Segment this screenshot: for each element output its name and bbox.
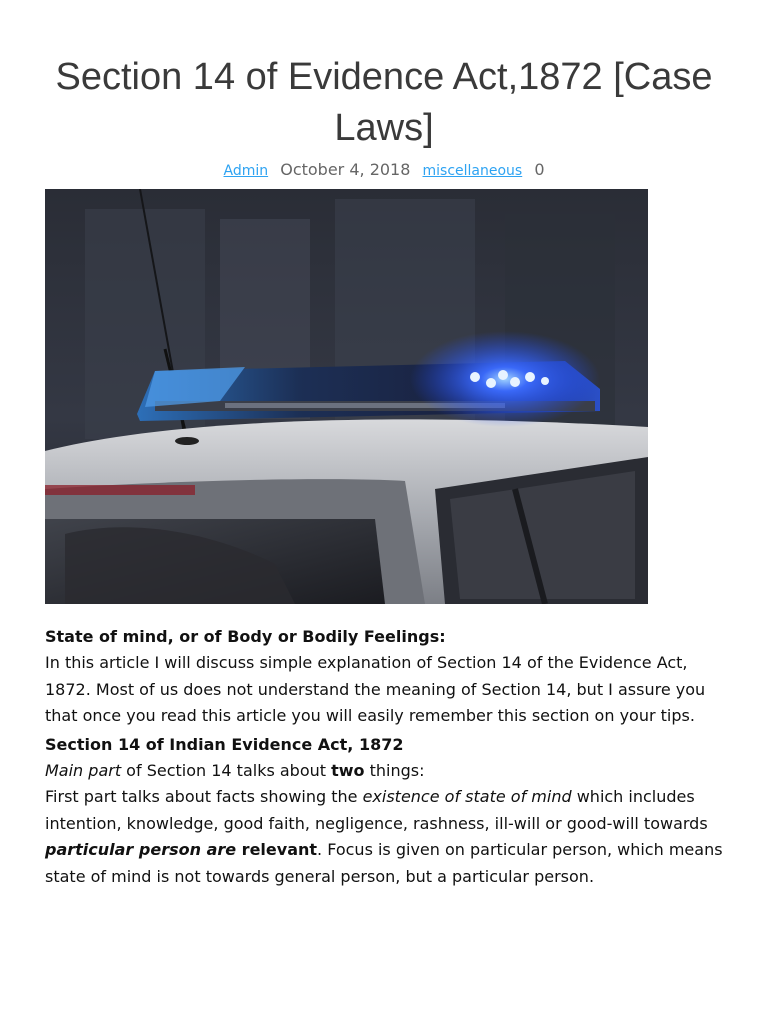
first-part-italic: existence of state of mind [362,787,572,807]
first-part-bold-italic-text: particular person are [45,840,237,860]
first-part-text-end: . Focus is given on particular person, which means state of mind is not towards general person, but a particular person. [45,840,723,886]
first-part-text-start: First part talks about facts showing the [45,787,363,807]
intro-paragraph: In this article I will discuss simple explanation of Section 14 of the Evidence Act, 1872. Most of us does not understand the meaning of Section 14, but I assure you that once you read this article you will easily remember this section on your tips. [45,653,706,726]
main-part-italic: Main part [45,761,122,781]
main-part-text-end: things: [364,761,425,781]
first-part-paragraph [45,784,735,890]
comment-count[interactable]: 0 [534,160,545,179]
author-link[interactable]: Admin [223,163,269,179]
section-heading-section-14: Section 14 of Indian Evidence Act, 1872 [45,734,404,754]
post-meta [0,159,768,182]
main-part-paragraph [45,758,735,784]
main-part-text: of Section 14 talks about [121,761,332,781]
featured-image [45,189,648,604]
first-part-bold: relevant [236,840,318,860]
first-part-text-mid: which includes intention, knowledge, good faith, negligence, rashness, ill-will or good-will towards [45,787,708,833]
post-title: Section 14 of Evidence Act,1872 [Case Laws] [55,56,713,149]
section-heading-state-of-mind: State of mind, or of Body or Bodily Feelings: [45,627,446,646]
post-date: October 4, 2018 [280,160,411,179]
category-link[interactable]: miscellaneous [422,163,523,179]
article-body [45,624,735,890]
main-part-bold: two [331,761,365,781]
first-part-bold-italic [45,840,236,859]
